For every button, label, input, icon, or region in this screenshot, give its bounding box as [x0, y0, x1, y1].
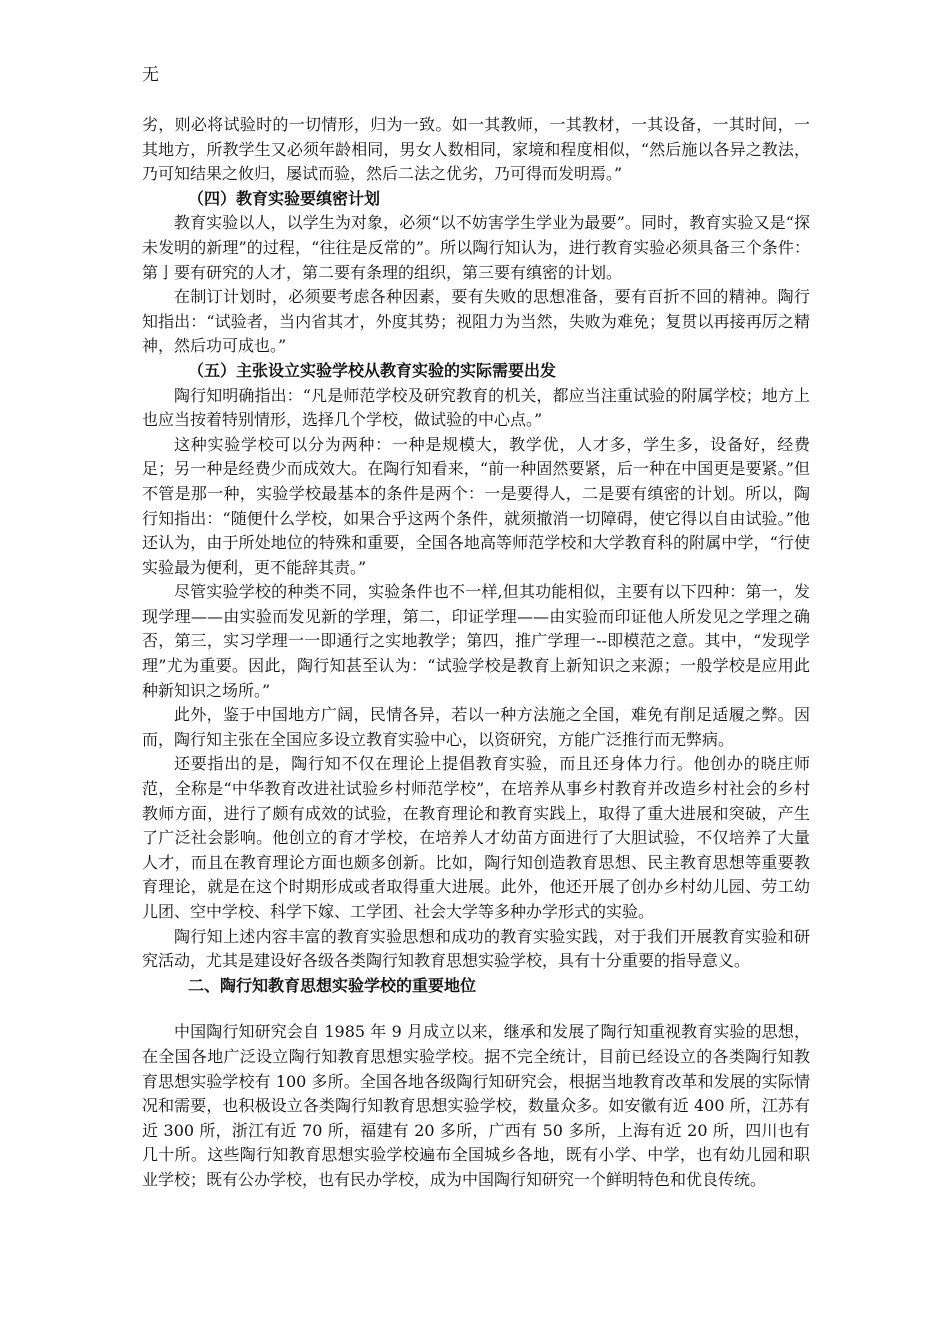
paragraph: 这种实验学校可以分为两种：一种是规模大，教学优，人才多，学生多，设备好，经费足；另一种是经费少而成效大。在陶行知看来，“前一种固然要紧，后一种在中国更是要紧。”但不管是那一种，实验学校最基本的条件是两个：一是要得人，二是要有缜密的计划。所以，陶行知指出：“随便什么学校，如果合乎这两个条件，就须撤消一切障碍，使它得以自由试验。”他还认为，由于所处地位的特殊和重要，全国各地高等师范学校和大学教育科的附属中学，“行使实验最为便利，更不能辞其责。” — [142, 434, 810, 577]
chapter-heading: 二、陶行知教育思想实验学校的重要地位 — [188, 975, 477, 995]
paragraph: 劣，则必将试验时的一切情形，归为一致。如一其教师，一其教材，一其设备，一其时间，一其地方，所教学生又必须年龄相同，男女人数相同，家境和程度相似，“然后施以各异之教法，乃可知结果之攸归，屡试而验，然后二法之优劣，乃可得而发明焉。” — [142, 115, 810, 184]
paragraph: 在制订计划时，必须要考虑各种因素，要有失败的思想准备，要有百折不回的精神。陶行知指出：“试验者，当内省其才，外度其势；视阻力为当然，失败为难免；复贯以再接再厉之精神，然后功可成也。” — [142, 287, 810, 356]
paragraph: 此外，鉴于中国地方广阔，民情各异，若以一种方法施之全国，难免有削足适履之弊。因而，陶行知主张在全国应多设立教育实验中心，以资研究，方能广泛推行而无弊病。 — [142, 705, 810, 749]
paragraph: 陶行知明确指出：“凡是师范学校及研究教育的机关，都应当注重试验的附属学校；地方上也应当按着特别情形，选择几个学校，做试验的中心点。” — [142, 385, 810, 430]
page-header: 无 — [142, 65, 159, 85]
spacer — [142, 998, 810, 1020]
paragraph: 中国陶行知研究会自 1985 年 9 月成立以来，继承和发展了陶行知重视教育实验的思想，在全国各地广泛设立陶行知教育思想实验学校。据不完全统计，目前已经设立的各类陶行知教育思想实验学校有 100 多所。全国各地各级陶行知研究会，根据当地教育改革和发展的实际情况和需要，也积极设立各类陶行知教育思想实验学校，数量众多。如安徽有近 400 所，江苏有近 300 所，浙江有近 70 所，福建有 20 多所，广西有 50 多所，上海有近 20 所，四川也有几十所。这些陶行知教育思想实验学校遍布全国城乡各地，既有小学、中学，也有幼儿园和职业学校；既有公办学校，也有民办学校，成为中国陶行知研究一个鲜明特色和优良传统。 — [142, 1022, 810, 1189]
section-heading: （五）主张设立实验学校从教育实验的实际需要出发 — [188, 360, 557, 380]
document-body — [142, 113, 810, 1193]
paragraph: 还要指出的是，陶行知不仅在理论上提倡教育实验，而且还身体力行。他创办的晓庄师范，全称是“中华教育改进社试验乡村师范学校”，在培养从事乡村教育并改造乡村社会的乡村教师方面，进行了颇有成效的试验，在教育理论和教育实践上，取得了重大进展和突破，产生了广泛社会影响。他创立的育才学校，在培养人才幼苗方面进行了大胆试验，不仅培养了大量人才，而且在教育理论方面也颇多创新。比如，陶行知创造教育思想、民主教育思想等重要教育理论，就是在这个时期形成或者取得重大进展。此外，他还开展了创办乡村幼儿园、劳工幼儿团、空中学校、科学下嫁、工学团、社会大学等多种办学形式的实验。 — [142, 754, 810, 921]
paragraph: 尽管实验学校的种类不同，实验条件也不一样,但其功能相似，主要有以下四种：第一，发现学理——由实验而发见新的学理，第二，印证学理——由实验而印证他人所发见之学理之确否，第三，实习学理一一即通行之实地教学；第四，推广学理一--即模范之意。其中，“发现学理”尤为重要。因此，陶行知甚至认为：“试验学校是教育上新知识之来源；一般学校是应用此种新知识之场所。” — [142, 582, 810, 700]
section-heading: （四）教育实验要缜密计划 — [188, 188, 381, 208]
paragraph: 陶行知上述内容丰富的教育实验思想和成功的教育实验实践，对于我们开展教育实验和研究活动，尤其是建设好各级各类陶行知教育思想实验学校，具有十分重要的指导意义。 — [142, 926, 810, 971]
paragraph: 教育实验以人，以学生为对象，必须“以不妨害学生学业为最要”。同时，教育实验又是“探未发明的新理”的过程，“往往是反常的”。所以陶行知认为，进行教育实验必须具备三个条件：第亅要有研究的人才，第二要有条理的组织，第三要有缜密的计划。 — [142, 213, 810, 282]
